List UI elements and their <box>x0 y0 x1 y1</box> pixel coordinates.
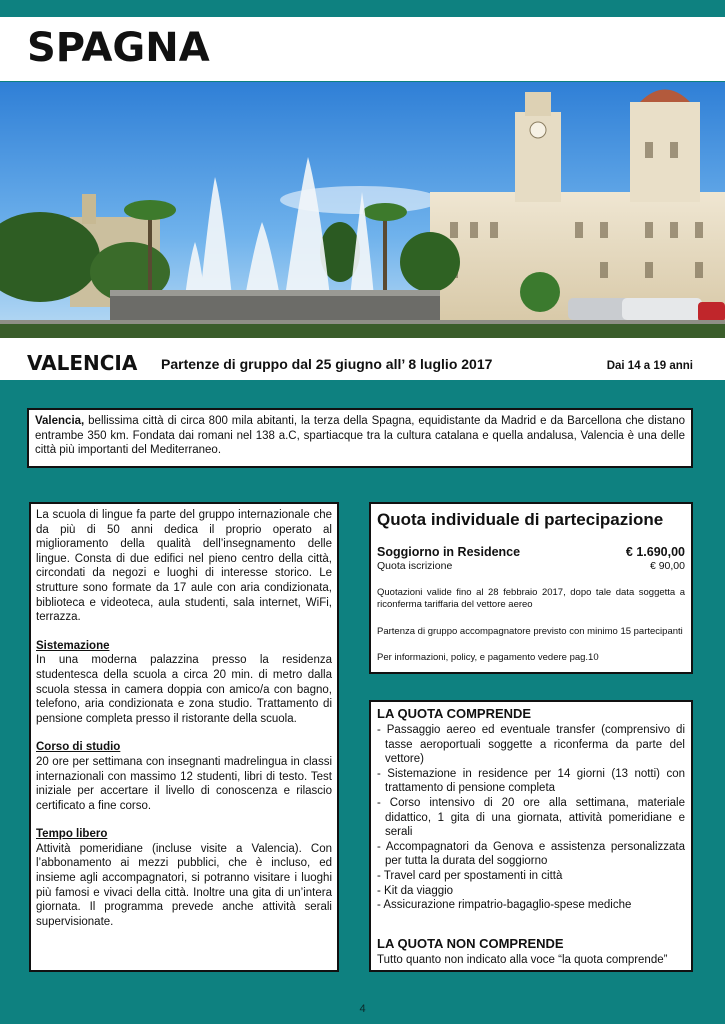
title-bar <box>0 17 725 81</box>
list-item: - Corso intensivo di 20 ore alla settimana, materiale didattico, 1 gita di una giornata, attività pomeridiane e serali <box>377 796 685 839</box>
fee-row <box>377 560 685 573</box>
list-item: - Accompagnatori da Genova e assistenza personalizzata per tutta la durata del soggiorno <box>377 840 685 868</box>
list-item: - Travel card per spostamenti in città <box>377 869 563 882</box>
includes-box <box>369 700 693 972</box>
price-title: Quota individuale di partecipazione <box>377 510 664 529</box>
section-text-tempo-libero: Attività pomeridiane (incluse visite a Valencia). Con l’abbonamento ai mezzi pubblici, che è incluso, ed insieme agli accompagnatori, si potranno visitare i luoghi più famosi e vivaci della città. Inoltre una gita di un’intera giornata. Il programma prevede anche attività serali supervisionate. <box>36 842 332 928</box>
price-note: Quotazioni valide fino al 28 febbraio 2017, dopo tale data soggetta a riconferma tariffaria del vettore aereo <box>377 586 685 611</box>
school-description: La scuola di lingue fa parte del gruppo internazionale che da più di 50 anni dedica il proprio operato al miglioramento della qualità dell’insegnamento delle lingue. Consta di due edifici nel pieno centro della città, circondati da negozi e luoghi di interesse storico. Le strutture sono formate da 17 aule con aria condizionata, biblioteca e videoteca, aula studenti, sala internet, WiFi, terrazza. <box>36 509 332 624</box>
section-heading-sistemazione: Sistemazione <box>36 639 110 652</box>
residence-price-row <box>377 545 685 560</box>
city-name: VALENCIA <box>27 351 138 375</box>
intro-text: bellissima città di circa 800 mila abitanti, la terza della Spagna, equidistante da Madrid e da Barcellona che distano entrambe 350 km. Fondata dai romani nel 138 a.C, spartiacque tra la cultura catalana e quella andalusa, Valencia è una delle città più importanti del Mediterraneo. <box>35 415 685 457</box>
list-item: - Sistemazione in residence per 14 giorni (13 notti) con trattamento di pensione completa <box>377 767 685 795</box>
page-title: SPAGNA <box>27 25 210 71</box>
hero-photo <box>0 82 725 338</box>
section-heading-corso: Corso di studio <box>36 741 121 754</box>
includes-title: LA QUOTA COMPRENDE <box>377 706 532 721</box>
age-range: Dai 14 a 19 anni <box>606 360 693 372</box>
list-item: - Kit da viaggio <box>377 884 454 897</box>
page-number: 4 <box>359 1003 366 1015</box>
price-note: Per informazioni, policy, e pagamento vedere pag.10 <box>377 652 599 664</box>
section-text-sistemazione: In una moderna palazzina presso la residenza studentesca della scuola a circa 20 min. di metro dalla scuola stessa in camera doppia con amico/a con bagno, telefono, aria condizionata e zona studio. Trattamento di pensione completa presso il ristorante della scuola. <box>36 654 332 725</box>
intro-paragraph <box>35 414 685 458</box>
valencia-plaza-illustration <box>0 82 725 338</box>
section-text-corso: 20 ore per settimana con insegnanti madrelingua in classi internazionali con massimo 12 studenti, libri di testo. Test iniziale per accertare il livello di conoscenza e rilascio certificato a fine corso. <box>36 755 332 812</box>
includes-list <box>377 723 685 913</box>
residence-price: € 1.690,00 <box>625 545 685 559</box>
price-box <box>369 502 693 674</box>
subheader-bar <box>0 338 725 380</box>
school-details-box <box>29 502 339 972</box>
price-note: Partenza di gruppo accompagnatore previsto con minimo 15 partecipanti <box>377 625 683 637</box>
intro-lead: Valencia, <box>35 415 85 427</box>
list-item: - Assicurazione rimpatrio-bagaglio-spese mediche <box>377 899 632 912</box>
excludes-text: Tutto quanto non indicato alla voce “la quota comprende” <box>377 953 668 966</box>
excludes-title: LA QUOTA NON COMPRENDE <box>377 935 564 951</box>
fee-price: € 90,00 <box>649 559 685 572</box>
fee-label: Quota iscrizione <box>377 559 453 572</box>
intro-box <box>27 408 693 468</box>
list-item: - Passaggio aereo ed eventuale transfer (comprensivo di tasse aeroportuali soggette a riconferma da parte del vettore) <box>377 724 685 766</box>
section-heading-tempo-libero: Tempo libero <box>36 828 108 841</box>
residence-label: Soggiorno in Residence <box>377 545 521 559</box>
departure-dates: Partenze di gruppo dal 25 giugno all’ 8 luglio 2017 <box>161 356 493 372</box>
